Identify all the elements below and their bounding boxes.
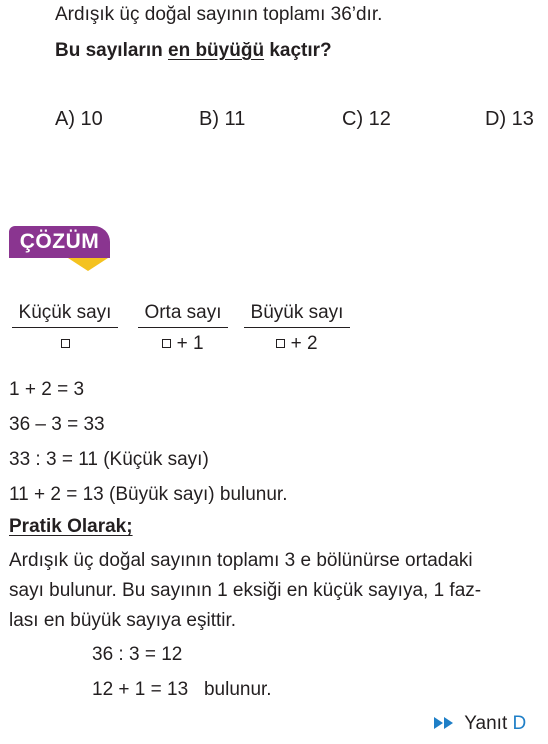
solution-badge xyxy=(9,226,110,258)
solution-step: 1 + 2 = 3 xyxy=(9,379,85,400)
question-prompt-end: kaçtır? xyxy=(264,40,332,61)
answer-letter: D xyxy=(512,713,527,734)
practical-text-line: Ardışık üç doğal sayının toplamı 3 e bölünürse ortadaki xyxy=(9,550,473,571)
solution-badge-label: ÇÖZÜM xyxy=(19,230,100,253)
option-c[interactable]: C) 12 xyxy=(342,108,391,130)
solution-step: 11 + 2 = 13 (Büyük sayı) bulunur. xyxy=(9,484,288,505)
answer-prefix: Yanıt xyxy=(464,713,513,734)
column-divider xyxy=(12,327,118,328)
question-prompt-emphasis: en büyüğü xyxy=(168,40,265,61)
play-arrow-icon xyxy=(444,717,453,729)
practical-text-line: lası en büyük sayıya eşittir. xyxy=(9,610,237,631)
practical-text-line: sayı bulunur. Bu sayının 1 eksiği en küçük sayıya, 1 faz- xyxy=(9,580,482,601)
box-icon xyxy=(61,339,70,348)
column-divider xyxy=(138,327,228,328)
column-value-big: + 2 xyxy=(244,333,350,355)
column-header-big: Büyük sayı xyxy=(250,302,344,323)
question-text: Ardışık üç doğal sayının toplamı 36’dır. xyxy=(55,4,383,25)
practical-calc-line: 12 + 1 = 13 bulunur. xyxy=(92,679,272,700)
option-a[interactable]: A) 10 xyxy=(55,108,103,130)
solution-step: 36 – 3 = 33 xyxy=(9,414,105,435)
practical-calc-line: 36 : 3 = 12 xyxy=(92,644,183,665)
column-header-small: Küçük sayı xyxy=(18,302,112,323)
practical-title: Pratik Olarak; xyxy=(9,516,133,537)
column-divider xyxy=(244,327,350,328)
answer-indicator xyxy=(434,713,526,735)
badge-pointer-icon xyxy=(68,258,108,271)
column-value-small xyxy=(12,333,118,355)
question-prompt-start: Bu sayıların xyxy=(55,40,168,61)
column-header-middle: Orta sayı xyxy=(144,302,222,323)
play-arrow-icon xyxy=(434,717,443,729)
column-value-middle: + 1 xyxy=(138,333,228,355)
option-b[interactable]: B) 11 xyxy=(199,108,246,130)
question-prompt xyxy=(55,40,332,62)
option-d[interactable]: D) 13 xyxy=(485,108,534,130)
solution-step: 33 : 3 = 11 (Küçük sayı) xyxy=(9,449,209,470)
